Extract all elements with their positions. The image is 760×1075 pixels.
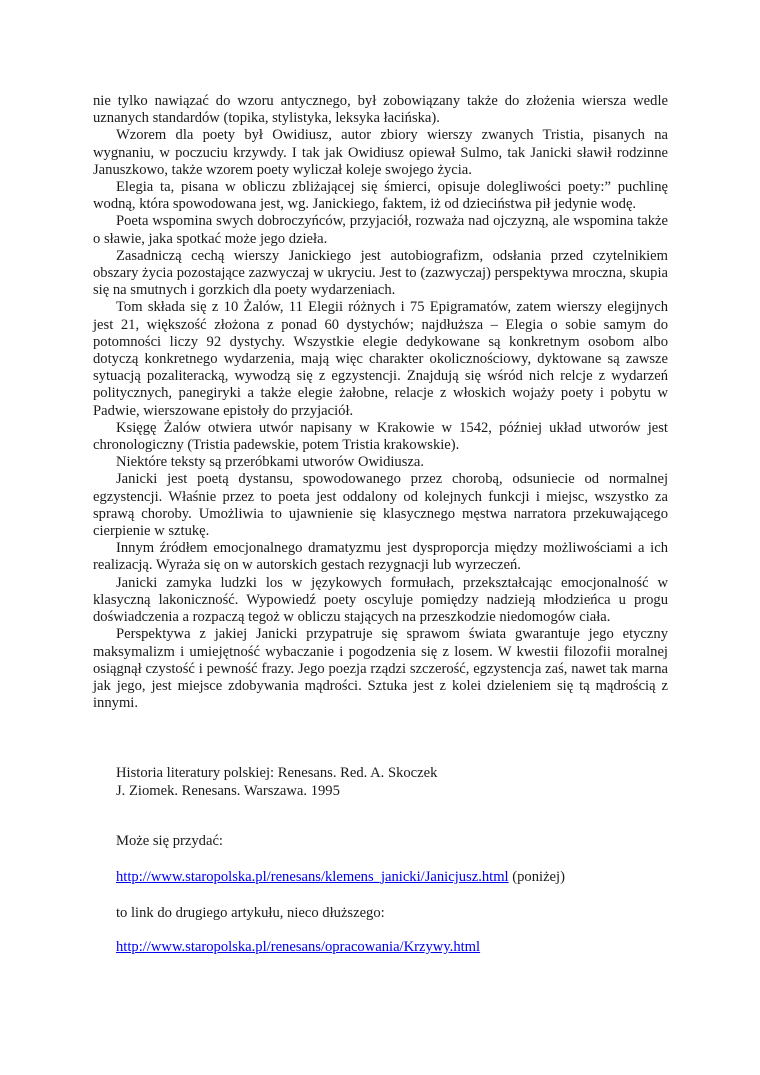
bibliography-line: J. Ziomek. Renesans. Warszawa. 1995 [116,783,340,799]
paragraph: Księgę Żalów otwiera utwór napisany w Krakowie w 1542, później układ utworów jest chronologiczny (Tristia padewskie, potem Tristia krakowskie). [93,419,668,454]
paragraph: nie tylko nawiązać do wzoru antycznego, był zobowiązany także do złożenia wiersza wedle uznanych standardów (topika, stylistyka, leksyka łacińska). [93,93,668,127]
bibliography-line: Historia literatury polskiej: Renesans. Red. A. Skoczek [116,765,438,781]
bibliography [116,764,437,800]
paragraph: Niektóre teksty są przeróbkami utworów Owidiusza. [116,454,425,471]
link-note: (poniżej) [508,869,565,885]
paragraph: Perspektywa z jakiej Janicki przypatruje się sprawom świata gwarantuje jego etyczny maksymalizm i umiejętność wybaczanie i pogodzenia się z losem. W kwestii filozofii moralnej osiągnął czystość i pewność frazy. Jego poezja rządzi szczerość, egzystencja zaś, nawet tak marna jak jego, jest miejsce zdobywania mądrości. Sztuka jest z kolei dzieleniem się tą mądrością z innymi. [93,626,668,712]
link-line-2 [116,938,480,956]
paragraph: Elegia ta, pisana w obliczu zbliżającej się śmierci, opisuje dolegliwości poety:” puchlinę wodną, która spowodowana jest, wg. Janickiego, faktem, iż od dzieciństwa pił jedynie wodę. [93,179,668,213]
link-intro-text: to link do drugiego artykułu, nieco dłuższego: [116,905,385,921]
may-help-label: Może się przydać: [116,833,223,849]
article-body [93,93,668,712]
link-line-1 [116,868,565,886]
staropolska-krzywy-link[interactable]: http://www.staropolska.pl/renesans/opracowania/Krzywy.html [116,939,481,955]
paragraph: Janicki zamyka ludzki los w językowych formułach, przekształcając emocjonalność w klasyczną lakoniczność. Wypowiedź poety oscyluje pomiędzy nadzieją młodzieńca u progu doświadczenia a rozpaczą tegoż w obliczu stających na przeszkodzie niedomogów ciała. [93,574,668,626]
paragraph: Poeta wspomina swych dobroczyńców, przyjaciół, rozważa nad ojczyzną, ale wspomina także o sławie, jaka spotkać może jego dzieła. [93,213,668,247]
paragraph: Tom składa się z 10 Żalów, 11 Elegii różnych i 75 Epigramatów, zatem wierszy elegijnych jest 21, większość złożona z ponad 60 dystychów; najdłuższa – Elegia o sobie samym do potomności liczy 92 dystychy. Wszystkie elegie dedykowane są konkretnym osobom albo dotyczą konkretnego wydarzenia, mają więc charakter okolicznościowy, dyktowane są zawsze sytuacją pozaliteracką, wywodzą się z egzystencji. Znajdują się wśród nich relcje z wydarzeń politycznych, panegiryki a także elegie żałobne, relacje z włoskich wojaży poety i pobytu w Padwie, wierszowane epistoły do przyjaciół. [93,299,668,419]
paragraph: Wzorem dla poety był Owidiusz, autor zbiory wierszy zwanych Tristia, pisanych na wygnaniu, w poczuciu krzywdy. I tak jak Owidiusz opiewał Sulmo, tak Janicki sławił rodzinne Januszkowo, także wzorem poety wyliczał koleje swojego życia. [93,127,668,178]
staropolska-janicjusz-link[interactable]: http://www.staropolska.pl/renesans/klemens_janicki/Janicjusz.html [116,869,509,885]
paragraph: Innym źródłem emocjonalnego dramatyzmu jest dysproporcja między możliwościami a ich realizacją. Wyraża się on w autorskich gestach rezygnacji lub wyrzeczeń. [93,540,668,574]
paragraph: Zasadniczą cechą wierszy Janickiego jest autobiografizm, odsłania przed czytelnikiem obszary życia pozostające zazwyczaj w ukryciu. Jest to (zazwyczaj) perspektywa mroczna, skupia się na smutnych i gorzkich dla poety wydarzeniach. [93,247,668,299]
paragraph: Janicki jest poetą dystansu, spowodowanego przez chorobą, odsuniecie od normalnej egzystencji. Właśnie przez to poeta jest oddalony od kolejnych funkcji i miejsc, wszystko za sprawą choroby. Umożliwia to ujawnienie się klasycznego męstwa narratora przekuwającego cierpienie w sztukę. [93,471,668,540]
